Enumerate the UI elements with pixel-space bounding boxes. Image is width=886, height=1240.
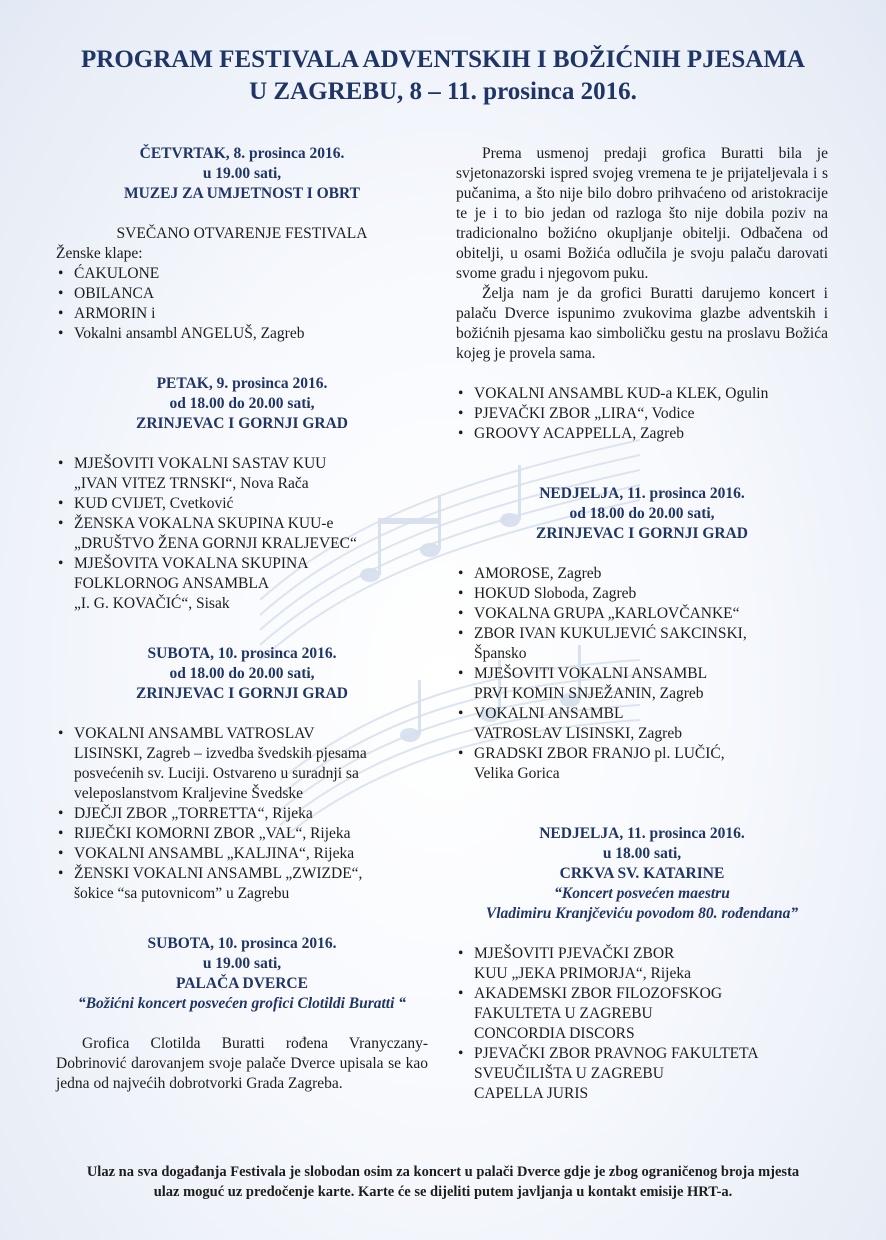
sunday-church-list	[456, 944, 828, 1104]
story-list	[456, 384, 828, 444]
list-item: • MJEŠOVITI PJEVAČKI ZBOR KUU „JEKA PRIMORJA“, Rijeka	[456, 944, 828, 984]
saturday-time: od 18.00 do 20.00 sati,	[169, 665, 315, 682]
right-column	[456, 144, 828, 1104]
saturday-dverce-date: SUBOTA, 10. prosinca 2016.	[147, 935, 337, 952]
sunday-venue: ZRINJEVAC I GORNJI GRAD	[535, 525, 748, 542]
footer-line-1: Ulaz na sva događanja Festivala je slobodan osim za koncert u palači Dverce gdje je zbog ograničenog broja mjesta	[86, 1164, 800, 1180]
list-item: • ZBOR IVAN KUKULJEVIĆ SAKCINSKI, Špansko	[456, 624, 828, 664]
list-item: • MJEŠOVITI VOKALNI ANSAMBL PRVI KOMIN SNJEŽANIN, Zagreb	[456, 664, 828, 704]
thursday-heading	[56, 144, 428, 204]
friday-heading	[56, 374, 428, 434]
list-item: • VOKALNI ANSAMBL KUD-a KLEK, Ogulin	[456, 384, 828, 404]
sunday-church-date: NEDJELJA, 11. prosinca 2016.	[539, 825, 745, 842]
sunday-church-concert-2: Vladimiru Kranjčeviću povodom 80. rođendana”	[485, 905, 799, 922]
sunday-date: NEDJELJA, 11. prosinca 2016.	[539, 485, 745, 502]
list-item: • HOKUD Sloboda, Zagreb	[456, 584, 828, 604]
list-item: • VOKALNI ANSAMBL VATROSLAV LISINSKI, Zagreb	[456, 704, 828, 744]
saturday-dverce-concert: “Božićni koncert posvećen grofici Clotildi Buratti “	[77, 995, 407, 1012]
list-item: • ŽENSKA VOKALNA SKUPINA KUU-e „DRUŠTVO ŽENA GORNJI KRALJEVEC“	[56, 514, 428, 554]
saturday-dverce-venue: PALAČA DVERCE	[176, 975, 308, 992]
footer-note	[40, 1162, 846, 1202]
list-item: • ĆAKULONE	[56, 264, 428, 284]
list-item: • MJEŠOVITI VOKALNI SASTAV KUU „IVAN VITEZ TRNSKI“, Nova Rača	[56, 454, 428, 494]
page-title-line-1: PROGRAM FESTIVALA ADVENTSKIH I BOŽIĆNIH PJESAMA	[81, 46, 805, 73]
friday-date: PETAK, 9. prosinca 2016.	[156, 375, 328, 392]
saturday-list	[56, 724, 428, 904]
list-item: • Vokalni ansambl ANGELUŠ, Zagreb	[56, 324, 428, 344]
page-title-line-2: U ZAGREBU, 8 – 11. prosinca 2016.	[249, 78, 637, 105]
list-item: • VOKALNI ANSAMBL „KALJINA“, Rijeka	[56, 844, 428, 864]
left-column	[56, 144, 428, 1094]
dverce-paragraph: Grofica Clotilda Buratti rođena Vranyczany-Dobrinović darovanjem svoje palače Dverce upisala se kao jedna od najvećih dobrotvorki Grada Zagreba.	[56, 1035, 428, 1092]
story-paragraph-2: Želja nam je da grofici Buratti darujemo koncert i palaču Dverce ispunimo zvukovima glazbe adventskih i božićnih pjesama kao simboličku gestu na proslavu Božića kojeg je provela sama.	[456, 285, 828, 362]
list-item: • VOKALNA GRUPA „KARLOVČANKE“	[456, 604, 828, 624]
list-item: • GRADSKI ZBOR FRANJO pl. LUČIĆ, Velika Gorica	[456, 744, 828, 784]
thursday-venue: MUZEJ ZA UMJETNOST I OBRT	[123, 185, 361, 202]
list-item: • OBILANCA	[56, 284, 428, 304]
friday-time: od 18.00 do 20.00 sati,	[169, 395, 315, 412]
list-item: • KUD CVIJET, Cvetković	[56, 494, 428, 514]
story-paragraph-1: Prema usmenoj predaji grofica Buratti bila je svjetonazorski ispred svojeg vremena te je prijateljevala i s pučanima, a što nije bilo dobro prihvaćeno od aristokracije te je i to bio jedan od razloga što nije dobila poziv na tradicionalno božićno okupljanje obitelji. Odbačena od obitelji, u osami Božića odlučila je svoju palaču darovati svome gradu i njegovom puku.	[456, 145, 828, 282]
thursday-subheading: Ženske klape:	[56, 245, 143, 262]
footer-line-2: ulaz moguć uz predočenje karte. Karte će se dijeliti putem javljanja u kontakt emisije HRT-a.	[153, 1184, 733, 1200]
thursday-date: ČETVRTAK, 8. prosinca 2016.	[139, 145, 345, 162]
saturday-evening-heading	[56, 644, 428, 704]
sunday-time: od 18.00 do 20.00 sati,	[569, 505, 715, 522]
list-item: • VOKALNI ANSAMBL VATROSLAV LISINSKI, Zagreb – izvedba švedskih pjesama posvećenih sv. Luciji. Ostvareno u suradnji sa veleposlanstvom Kraljevine Švedske	[56, 724, 428, 804]
list-item: • PJEVAČKI ZBOR PRAVNOG FAKULTETA SVEUČILIŠTA U ZAGREBU CAPELLA JURIS	[456, 1044, 828, 1104]
thursday-time: u 19.00 sati,	[202, 165, 282, 182]
friday-list	[56, 454, 428, 614]
saturday-dverce-time: u 19.00 sati,	[202, 955, 282, 972]
list-item: • AKADEMSKI ZBOR FILOZOFSKOG FAKULTETA U ZAGREBU CONCORDIA DISCORS	[456, 984, 828, 1044]
friday-venue: ZRINJEVAC I GORNJI GRAD	[135, 415, 348, 432]
saturday-date: SUBOTA, 10. prosinca 2016.	[147, 645, 337, 662]
list-item: • ARMORIN i	[56, 304, 428, 324]
sunday-list	[456, 564, 828, 784]
list-item: • MJEŠOVITA VOKALNA SKUPINA FOLKLORNOG ANSAMBLA „I. G. KOVAČIĆ“, Sisak	[56, 554, 428, 614]
list-item: • RIJEČKI KOMORNI ZBOR „VAL“, Rijeka	[56, 824, 428, 844]
list-item: • ŽENSKI VOKALNI ANSAMBL „ZWIZDE“, šokice “sa putovnicom” u Zagrebu	[56, 864, 428, 904]
list-item: • DJEČJI ZBOR „TORRETTA“, Rijeka	[56, 804, 428, 824]
sunday-church-heading	[456, 824, 828, 924]
saturday-dverce-heading	[56, 934, 428, 1014]
thursday-opening: SVEČANO OTVARENJE FESTIVALA	[116, 225, 368, 242]
sunday-church-venue: CRKVA SV. KATARINE	[559, 865, 725, 882]
sunday-church-concert-1: “Koncert posvećen maestru	[554, 885, 730, 902]
saturday-venue: ZRINJEVAC I GORNJI GRAD	[135, 685, 348, 702]
list-item: • PJEVAČKI ZBOR „LIRA“, Vodice	[456, 404, 828, 424]
sunday-evening-heading	[456, 484, 828, 544]
list-item: • AMOROSE, Zagreb	[456, 564, 828, 584]
list-item: • GROOVY ACAPPELLA, Zagreb	[456, 424, 828, 444]
thursday-list	[56, 264, 428, 344]
sunday-church-time: u 18.00 sati,	[602, 845, 682, 862]
